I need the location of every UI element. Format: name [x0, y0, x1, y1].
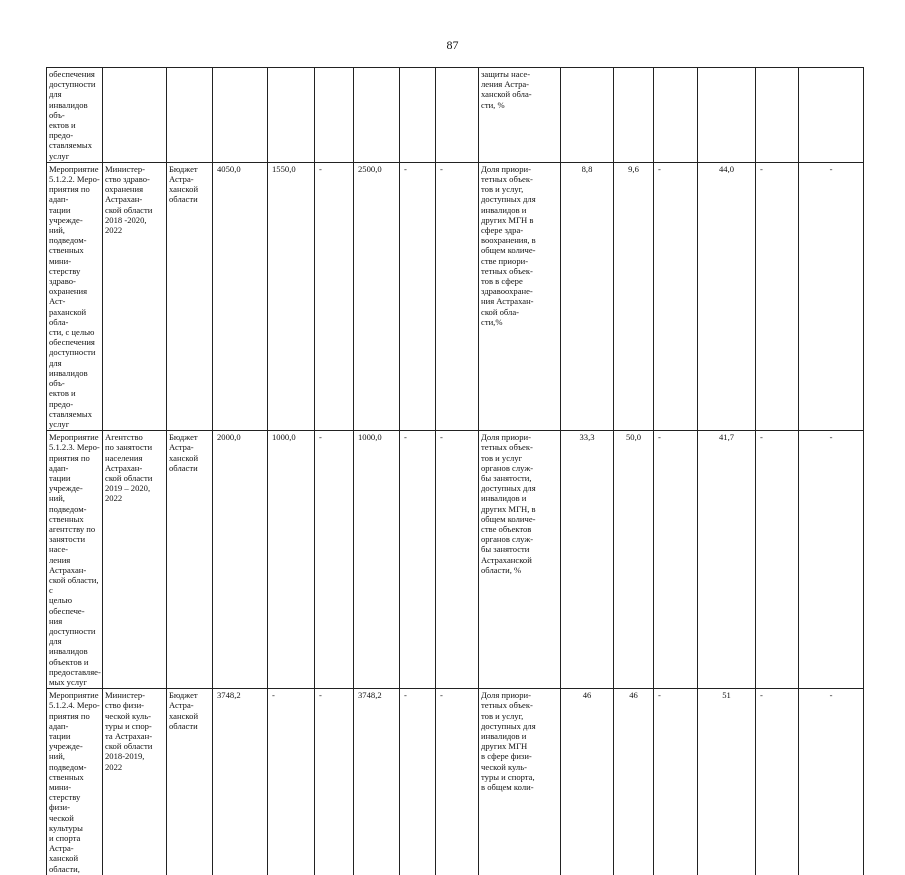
program-activities-table	[46, 67, 864, 875]
executor-cell	[103, 68, 167, 163]
funding-year-3-cell	[354, 68, 400, 163]
indicator-value-6-cell: -	[799, 689, 864, 875]
funding-year-2-cell	[315, 68, 354, 163]
indicator-value-4-cell: 41,7	[698, 431, 756, 689]
table-row	[47, 689, 864, 875]
table-row	[47, 162, 864, 430]
indicator-value-1-cell: 33,3	[561, 431, 614, 689]
funding-year-3-cell: 1000,0	[354, 431, 400, 689]
funding-year-5-cell	[436, 68, 479, 163]
indicator-cell: Доля приори- тетных объек- тов и услуг органов служ- бы занятости, доступных для инвалидов и других МГН, в общем количе- стве объектов органов служ- бы занятости Астраханской области, %	[479, 431, 561, 689]
indicator-value-2-cell	[614, 68, 654, 163]
indicator-value-4-cell	[698, 68, 756, 163]
indicator-cell: защиты насе- ления Астра- ханской обла- сти, %	[479, 68, 561, 163]
indicator-value-1-cell	[561, 68, 614, 163]
funding-year-5-cell: -	[436, 689, 479, 875]
indicator-value-2-cell: 46	[614, 689, 654, 875]
indicator-value-1-cell: 46	[561, 689, 614, 875]
activity-cell: Мероприятие 5.1.2.2. Меро- приятия по адап- тации учрежде- ний, подведом- ственных мини- стерству здраво- охранения Аст- раханской обла- сти, с целью обеспечения доступности для инвалидов объ- ектов и предо- ставляемых услуг	[47, 162, 103, 430]
funding-source-cell: Бюджет Астра- ханской области	[167, 689, 213, 875]
indicator-value-3-cell: -	[654, 162, 698, 430]
activity-cell: Мероприятие 5.1.2.4. Меро- приятия по адап- тации учрежде- ний, подведом- ственных мини- стерству физи- ческой культуры и спорта Астра- ханской области,	[47, 689, 103, 875]
table-row	[47, 68, 864, 163]
indicator-value-5-cell	[756, 68, 799, 163]
executor-cell: Агентство по занятости населения Астрахан- ской области 2019 – 2020, 2022	[103, 431, 167, 689]
activity-cell: Мероприятие 5.1.2.3. Меро- приятия по адап- тации учрежде- ний, подведом- ственных агентству по занятости насе- ления Астрахан- ской области, с целью обеспече- ния доступности для инвалидов объектов и предоставляе- мых услуг	[47, 431, 103, 689]
page-number: 87	[446, 38, 459, 52]
indicator-value-3-cell: -	[654, 431, 698, 689]
indicator-cell: Доля приори- тетных объек- тов и услуг, доступных для инвалидов и других МГН в сфере физи- ческой куль- туры и спорта, в общем коли-	[479, 689, 561, 875]
funding-total-cell: 4050,0	[213, 162, 268, 430]
indicator-value-4-cell: 44,0	[698, 162, 756, 430]
funding-year-4-cell: -	[400, 431, 436, 689]
indicator-value-1-cell: 8,8	[561, 162, 614, 430]
funding-total-cell: 2000,0	[213, 431, 268, 689]
funding-year-3-cell: 2500,0	[354, 162, 400, 430]
indicator-value-6-cell: -	[799, 431, 864, 689]
indicator-value-3-cell: -	[654, 689, 698, 875]
funding-year-1-cell: -	[268, 689, 315, 875]
table-row	[47, 431, 864, 689]
indicator-value-2-cell: 50,0	[614, 431, 654, 689]
indicator-value-2-cell: 9,6	[614, 162, 654, 430]
indicator-value-4-cell: 51	[698, 689, 756, 875]
executor-cell: Министер- ство здраво- охранения Астрахан- ской области 2018 -2020, 2022	[103, 162, 167, 430]
funding-year-4-cell: -	[400, 162, 436, 430]
funding-source-cell: Бюджет Астра- ханской области	[167, 162, 213, 430]
executor-cell: Министер- ство физи- ческой куль- туры и спор- та Астрахан- ской области 2018-2019, 2022	[103, 689, 167, 875]
funding-year-1-cell: 1550,0	[268, 162, 315, 430]
funding-source-cell	[167, 68, 213, 163]
indicator-value-6-cell	[799, 68, 864, 163]
indicator-cell: Доля приори- тетных объек- тов и услуг, доступных для инвалидов и других МГН в сфере здра- воохранения, в общем количе- стве приори- тетных объек- тов в сфере здравоохране- ния Астрахан- ской обла- сти,%	[479, 162, 561, 430]
funding-total-cell	[213, 68, 268, 163]
indicator-value-3-cell	[654, 68, 698, 163]
funding-year-5-cell: -	[436, 162, 479, 430]
indicator-value-5-cell: -	[756, 689, 799, 875]
funding-year-2-cell: -	[315, 689, 354, 875]
funding-year-2-cell: -	[315, 431, 354, 689]
funding-year-4-cell	[400, 68, 436, 163]
funding-year-1-cell	[268, 68, 315, 163]
funding-total-cell: 3748,2	[213, 689, 268, 875]
indicator-value-5-cell: -	[756, 431, 799, 689]
indicator-value-5-cell: -	[756, 162, 799, 430]
funding-source-cell: Бюджет Астра- ханской области	[167, 431, 213, 689]
funding-year-2-cell: -	[315, 162, 354, 430]
funding-year-1-cell: 1000,0	[268, 431, 315, 689]
indicator-value-6-cell: -	[799, 162, 864, 430]
activity-cell: обеспечения доступности для инвалидов объ- ектов и предо- ставляемых услуг	[47, 68, 103, 163]
funding-year-4-cell: -	[400, 689, 436, 875]
funding-year-5-cell: -	[436, 431, 479, 689]
funding-year-3-cell: 3748,2	[354, 689, 400, 875]
